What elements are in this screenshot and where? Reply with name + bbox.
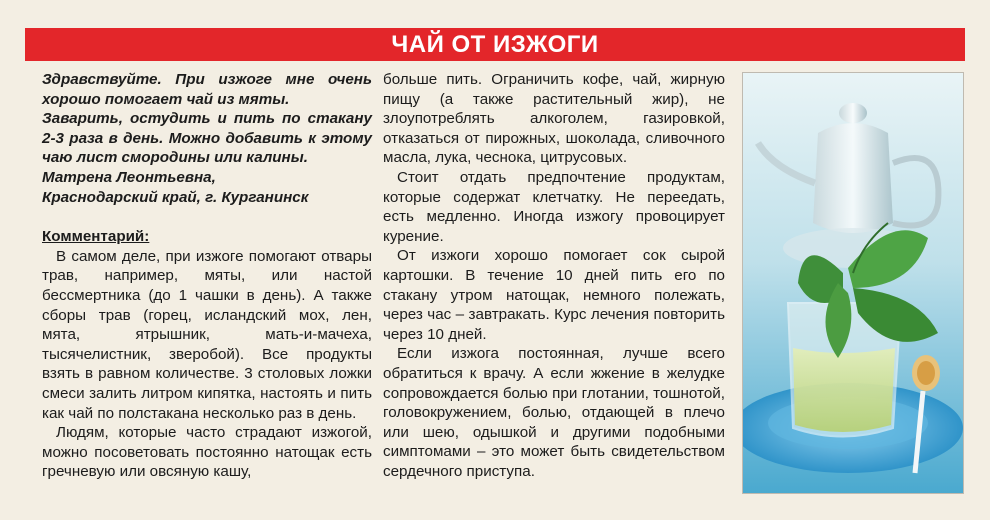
column2-paragraph-3: От изжоги хорошо помогает сок сырой картошки. В течение 10 дней пить его по стакану утром натощак, немного полежать, через час – завтракать. Курс лечения повторить через 10 дней. bbox=[383, 247, 725, 343]
reader-letter bbox=[42, 70, 372, 207]
article-title: ЧАЙ ОТ ИЗЖОГИ bbox=[25, 28, 965, 61]
mint-tea-photo bbox=[742, 72, 964, 494]
column-right bbox=[383, 70, 725, 481]
column2-paragraph-4: Если изжога постоянная, лучше всего обратиться к врачу. А если жжение в желудке сопровождается болью при глотании, тошнотой, головокружением, болью, отдающей в плечо или шею, одышкой и другими подобными симптомами – это может быть свидетельством сердечного приступа. bbox=[383, 345, 725, 480]
comment-body bbox=[42, 247, 372, 482]
comment-paragraph-2: Людям, которые часто страдают изжогой, можно посоветовать постоянно натощак есть гречневую или овсяную кашу, bbox=[42, 424, 372, 481]
letter-paragraph-2: Заварить, остудить и пить по стакану 2-3 раза в день. Можно добавить к этому чаю лист смородины или калины. bbox=[42, 110, 372, 167]
letter-paragraph-1: Здравствуйте. При изжоге мне очень хорошо помогает чай из мяты. bbox=[42, 71, 372, 108]
comment-paragraph-1: В самом деле, при изжоге помогают отвары трав, например, мяты, или настой бессмертника (до 1 чашки в день). А также сборы трав (горец, исландский мох, лен, мята, ятрышник, мать-и-мачеха, тысячелистник, зверобой). Все продукты взять в равном количестве. 3 столовых ложки смеси залить литром кипятка, настоять и пить как чай по полстакана несколько раз в день. bbox=[42, 247, 372, 422]
comment-heading: Комментарий: bbox=[42, 228, 150, 246]
mint-tea-illustration bbox=[743, 73, 963, 493]
letter-location: Краснодарский край, г. Курганинск bbox=[42, 188, 309, 206]
column-left bbox=[42, 70, 372, 482]
column2-paragraph-1: больше пить. Ограничить кофе, чай, жирную пищу (а также растительный жир), не злоупотреблять алкоголем, газировкой, отказаться от пирожных, шоколада, сливочного масла, лука, чеснока, цитрусовых. bbox=[383, 71, 725, 167]
letter-author: Матрена Леонтьевна, bbox=[42, 168, 216, 186]
column2-paragraph-2: Стоит отдать предпочтение продуктам, которые содержат клетчатку. Не переедать, есть медленно. Иногда изжогу провоцирует курение. bbox=[383, 168, 725, 245]
